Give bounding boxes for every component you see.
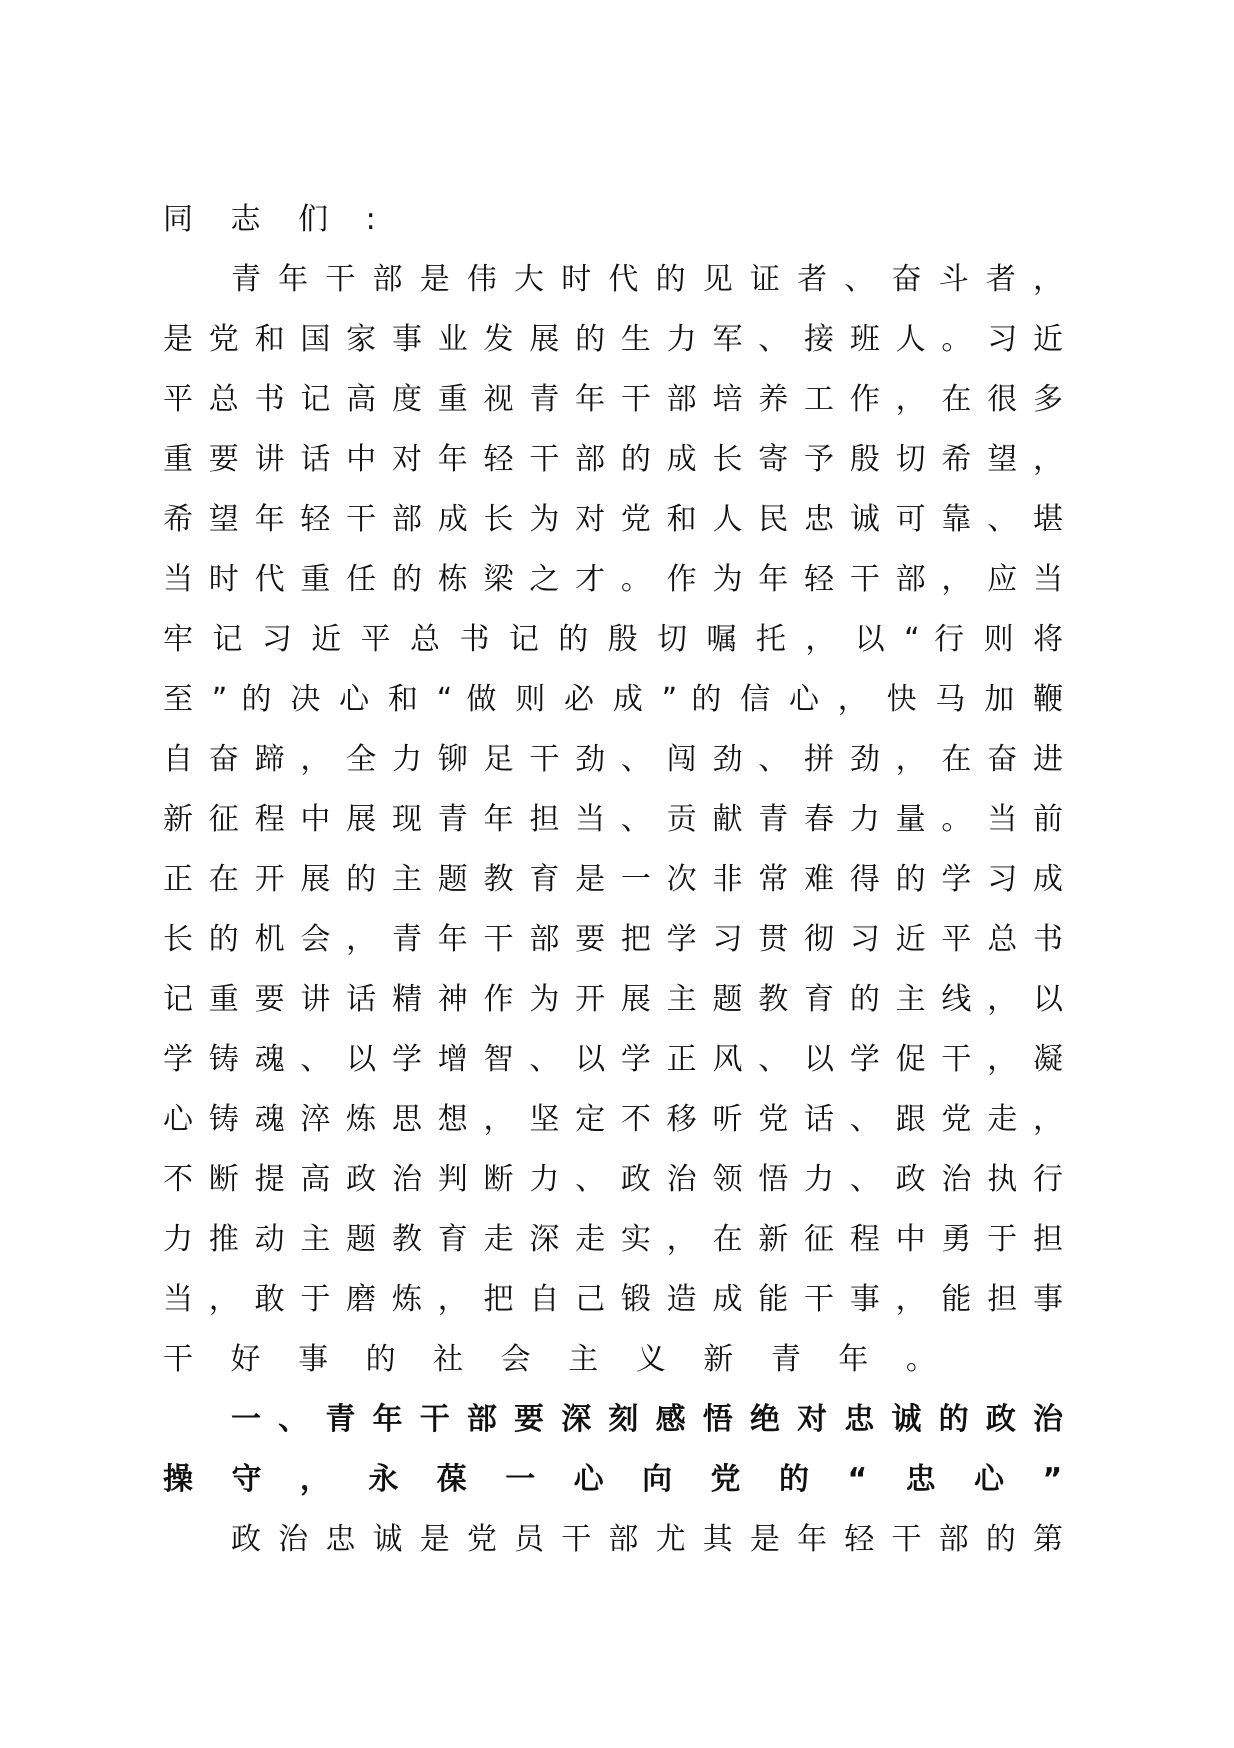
paragraph-line: 力 推 动 主 题 教 育 走 深 走 实 ， 在 新 征 程 中 勇 于 担 — [163, 1222, 1063, 1257]
heading-line: 操 守 ， 永 葆 一 心 向 党 的 “ 忠 心 ” — [163, 1462, 1077, 1497]
paragraph-line: 是 党 和 国 家 事 业 发 展 的 生 力 军 、 接 班 人 。 习 近 — [163, 322, 1063, 357]
paragraph-line: 牢 记 习 近 平 总 书 记 的 殷 切 嘱 托 ， 以 “ 行 则 将 — [163, 622, 1063, 657]
paragraph-line: 记 重 要 讲 话 精 神 作 为 开 展 主 题 教 育 的 主 线 ， 以 — [163, 982, 1063, 1017]
paragraph-line: 至 ” 的 决 心 和 “ 做 则 必 成 ” 的 信 心 ， 快 马 加 鞭 — [163, 682, 1063, 717]
document-body — [163, 190, 1077, 1570]
paragraph-line: 重 要 讲 话 中 对 年 轻 干 部 的 成 长 寄 予 殷 切 希 望 ， — [163, 442, 1063, 477]
paragraph-line: 长 的 机 会 ， 青 年 干 部 要 把 学 习 贯 彻 习 近 平 总 书 — [163, 922, 1063, 957]
next-paragraph — [163, 1510, 1063, 1570]
heading-line: 一 、 青 年 干 部 要 深 刻 感 悟 绝 对 忠 诚 的 政 治 — [231, 1402, 1063, 1437]
paragraph-line: 希 望 年 轻 干 部 成 长 为 对 党 和 人 民 忠 诚 可 靠 、 堪 — [163, 502, 1063, 537]
section-heading — [163, 1390, 1077, 1510]
paragraph-last-line: 干 好 事 的 社 会 主 义 新 青 年 。 — [163, 1342, 950, 1377]
paragraph-line: 正 在 开 展 的 主 题 教 育 是 一 次 非 常 难 得 的 学 习 成 — [163, 862, 1063, 897]
paragraph-line: 学 铸 魂 、 以 学 增 智 、 以 学 正 风 、 以 学 促 干 ， 凝 — [163, 1042, 1063, 1077]
paragraph-line: 当 时 代 重 任 的 栋 梁 之 才 。 作 为 年 轻 干 部 ， 应 当 — [163, 562, 1063, 597]
intro-paragraph — [163, 250, 1063, 1390]
paragraph-line: 青 年 干 部 是 伟 大 时 代 的 见 证 者 、 奋 斗 者 ， — [231, 262, 1063, 297]
paragraph-line: 不 断 提 高 政 治 判 断 力 、 政 治 领 悟 力 、 政 治 执 行 — [163, 1162, 1063, 1197]
paragraph-line: 政 治 忠 诚 是 党 员 干 部 尤 其 是 年 轻 干 部 的 第 — [231, 1522, 1063, 1557]
paragraph-line: 心 铸 魂 淬 炼 思 想 ， 坚 定 不 移 听 党 话 、 跟 党 走 ， — [163, 1102, 1063, 1137]
salutation: 同 志 们 : — [163, 202, 390, 237]
paragraph-line: 新 征 程 中 展 现 青 年 担 当 、 贡 献 青 春 力 量 。 当 前 — [163, 802, 1063, 837]
paragraph-line: 平 总 书 记 高 度 重 视 青 年 干 部 培 养 工 作 ， 在 很 多 — [163, 382, 1063, 417]
paragraph-line: 自 奋 蹄 ， 全 力 铆 足 干 劲 、 闯 劲 、 拼 劲 ， 在 奋 进 — [163, 742, 1063, 777]
paragraph-line: 当 ， 敢 于 磨 炼 ， 把 自 己 锻 造 成 能 干 事 ， 能 担 事 — [163, 1282, 1063, 1317]
